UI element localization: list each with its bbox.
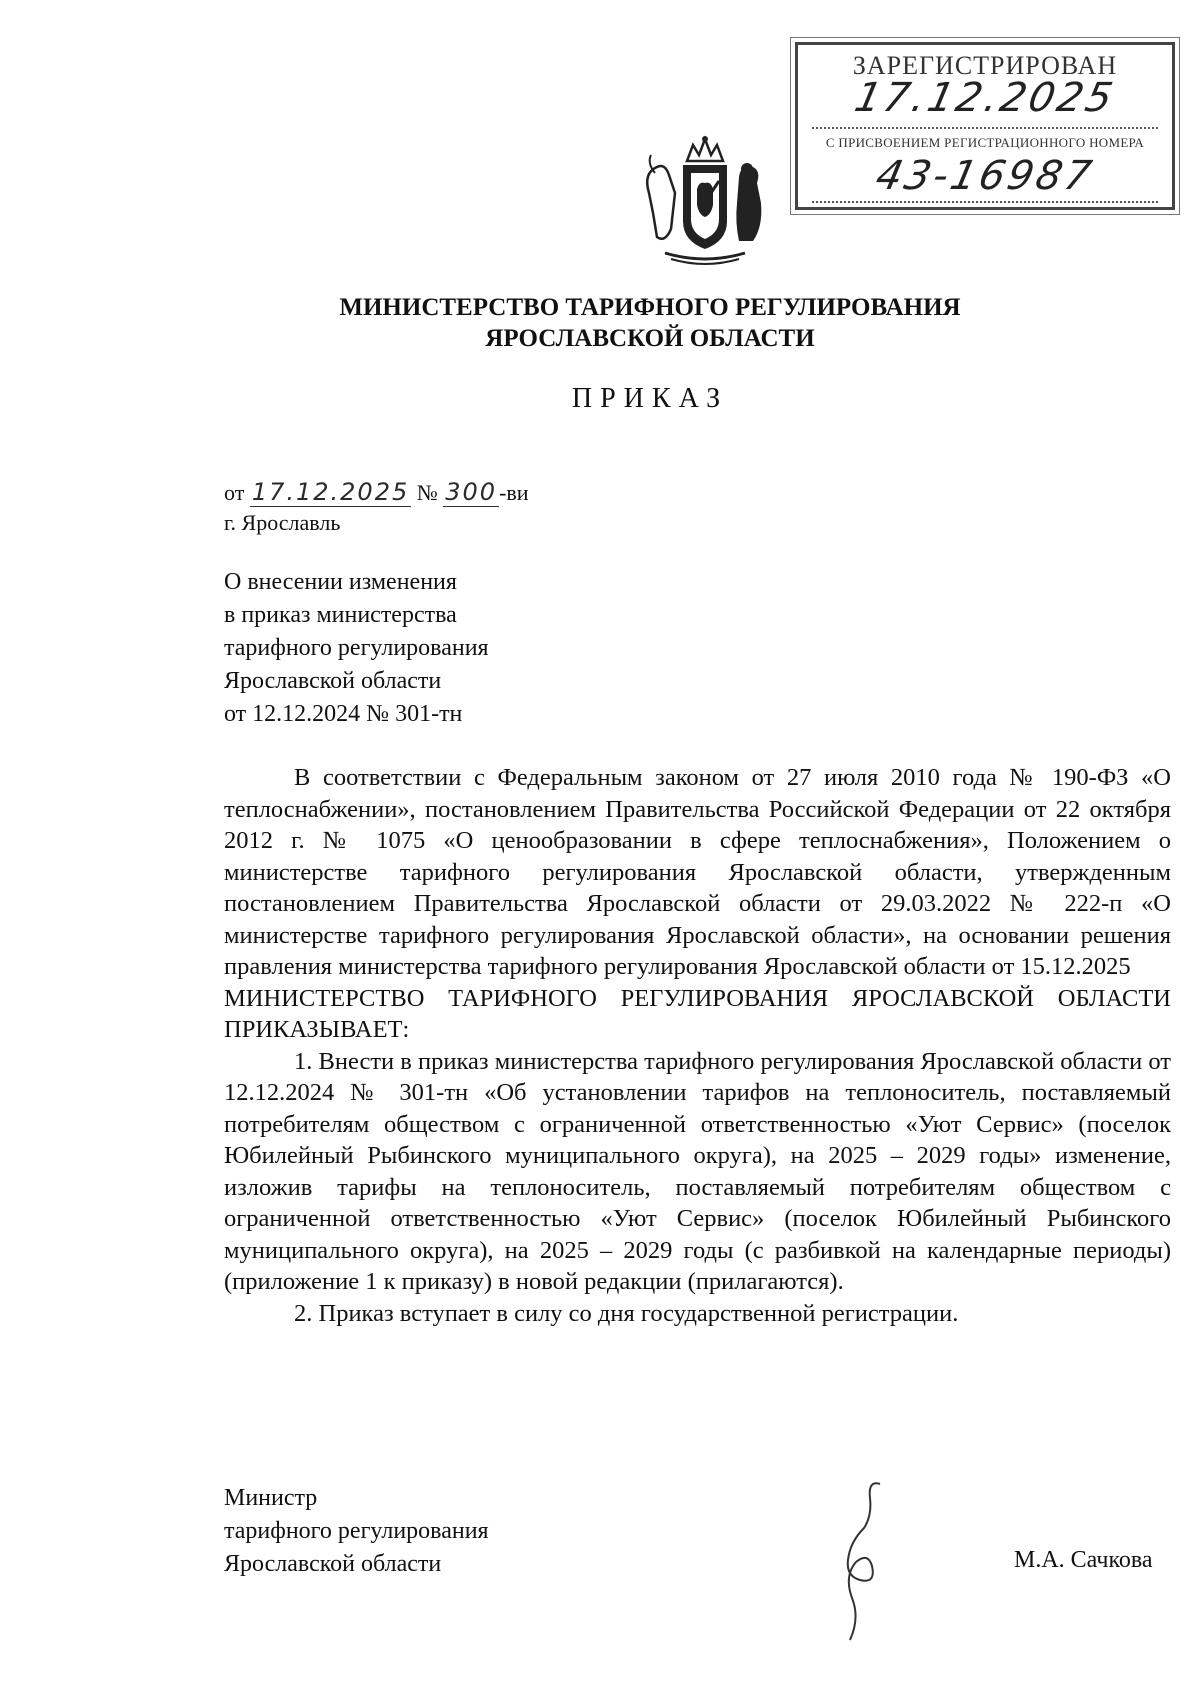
stamp-number: 43-16987	[871, 153, 1099, 199]
stamp-caption: С ПРИСВОЕНИЕМ РЕГИСТРАЦИОННОГО НОМЕРА	[825, 135, 1145, 150]
city: г. Ярославль	[224, 510, 341, 535]
document-body	[224, 762, 1171, 1329]
date-label: от	[224, 480, 245, 505]
item-2-paragraph: 2. Приказ вступает в силу со дня государственной регистрации.	[294, 1299, 959, 1327]
subject-line: от 12.12.2024 № 301-тн	[224, 701, 463, 727]
stamp-divider	[812, 201, 1158, 203]
signer-position	[224, 1482, 489, 1581]
item-1-paragraph: 1. Внести в приказ министерства тарифного регулирования Ярославской области от 12.12.2024 № 301-тн «Об установлении тарифов на теплоноситель, поставляемый потребителям обществом с ограниченной ответственностью «Уют Сервис» (поселок Юбилейный Рыбинского муниципального округа), на 2025 – 2029 годы» изменение, изложив тарифы на теплоноситель, поставляемый потребителям обществом с ограниченной ответственностью «Уют Сервис» (поселок Юбилейный Рыбинского муниципального округа), на 2025 – 2029 годы (с разбивкой на календарные периоды) (приложение 1 к приказу) в новой редакции (прилагаются).	[224, 1047, 1171, 1295]
document-subject	[224, 566, 489, 731]
document-type: ПРИКАЗ	[571, 383, 729, 414]
signer-position-line: тарифного регулирования	[224, 1518, 489, 1544]
subject-line: тарифного регулирования	[224, 635, 489, 661]
coat-of-arms-icon	[635, 133, 775, 271]
stamp-date: 17.12.2025	[850, 75, 1120, 121]
order-date: 17.12.2025	[251, 478, 410, 506]
organization-name-line1: МИНИСТЕРСТВО ТАРИФНОГО РЕГУЛИРОВАНИЯ	[339, 294, 961, 321]
order-number: 300	[445, 478, 498, 506]
handwritten-signature	[820, 1476, 910, 1646]
subject-line: Ярославской области	[224, 668, 442, 694]
stamp-title: ЗАРЕГИСТРИРОВАН	[852, 51, 1118, 80]
signer-position-line: Ярославской области	[224, 1551, 442, 1577]
preamble-paragraph: В соответствии с Федеральным законом от 27 июля 2010 года № 190-ФЗ «О теплоснабжении», постановлением Правительства Российской Федерации от 22 октября 2012 г. № 1075 «О ценообразовании в сфере теплоснабжения», Положением о министерстве тарифного регулирования Ярославской области, утвержденным постановлением Правительства Ярославской области от 29.03.2022 № 222-п «О министерстве тарифного регулирования Ярославской области», на основании решения правления министерства тарифного регулирования Ярославской области от 15.12.2025	[224, 764, 1171, 980]
order-suffix: -ви	[499, 480, 529, 505]
number-label: №	[416, 480, 438, 505]
stamp-divider	[812, 127, 1158, 129]
signer-name: М.А. Сачкова	[1014, 1547, 1153, 1573]
subject-line: в приказ министерства	[224, 602, 457, 628]
directive-paragraph: МИНИСТЕРСТВО ТАРИФНОГО РЕГУЛИРОВАНИЯ ЯРОСЛАВСКОЙ ОБЛАСТИ ПРИКАЗЫВАЕТ:	[224, 984, 1171, 1043]
subject-line: О внесении изменения	[224, 569, 457, 595]
registration-stamp	[795, 42, 1175, 210]
order-date-number	[224, 478, 529, 507]
signer-position-line: Министр	[224, 1485, 318, 1511]
organization-name-line2: ЯРОСЛАВСКОЙ ОБЛАСТИ	[485, 325, 815, 352]
